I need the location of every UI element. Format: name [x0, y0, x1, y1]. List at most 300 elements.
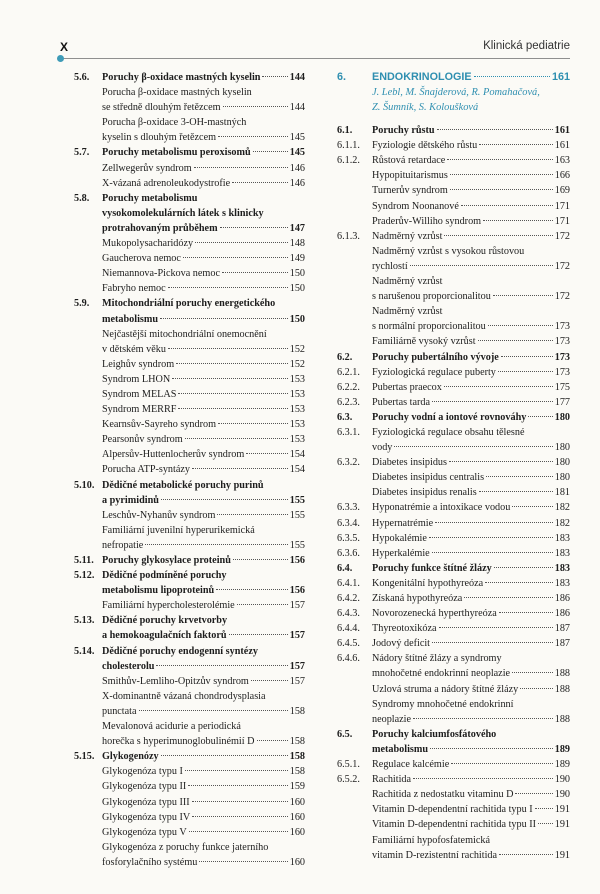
entry-page: 186 [554, 608, 570, 620]
leader-dots [218, 136, 288, 137]
entry-page: 145 [289, 147, 305, 159]
entry-page: 154 [289, 464, 305, 476]
toc-entry[interactable] [74, 719, 305, 749]
entry-page: 157 [289, 675, 305, 687]
entry-title-line: Hypopituitarismus [372, 170, 448, 182]
entry-title-line: Leschův-Nyhanův syndrom [102, 509, 216, 521]
toc-entry[interactable] [337, 395, 570, 410]
entry-title-line: Poruchy vodní a iontové rovnováhy [372, 411, 527, 423]
leader-dots [199, 861, 287, 862]
entry-title-line: Poruchy β-oxidace mastných kyselin [102, 72, 261, 83]
entry-title-line: Glykogenóza typu II [102, 781, 187, 793]
entry-title-line: Hyperkalémie [372, 547, 430, 559]
entry-page: 172 [554, 291, 570, 303]
toc-entry[interactable] [74, 764, 305, 779]
entry-page: 190 [554, 789, 570, 801]
toc-entry[interactable] [337, 621, 570, 636]
entry-number: 6.3. [337, 411, 353, 423]
toc-entry[interactable] [337, 802, 570, 817]
entry-title-line: Fabryho nemoc [102, 283, 166, 295]
entry-number: 6.3.2. [337, 457, 360, 469]
entry-page: 158 [289, 736, 305, 748]
leader-dots [229, 634, 288, 635]
toc-section-entry[interactable] [74, 478, 305, 508]
toc-section-entry[interactable] [74, 296, 305, 326]
entry-title-line: Hyponatrémie a intoxikace vodou [372, 502, 511, 514]
leader-dots [486, 476, 553, 477]
entry-number: 6.1.2. [337, 155, 360, 167]
toc-entry[interactable] [337, 682, 570, 697]
leader-dots [161, 755, 288, 756]
entry-page: 172 [554, 260, 570, 272]
toc-entry[interactable] [337, 470, 570, 485]
entry-title-line: Diabetes insipidus [372, 457, 447, 469]
entry-title-line: Nadměrný vzrůst s vysokou růstovou [372, 245, 525, 257]
entry-title-line: Dědičné poruchy endogenní syntézy [102, 645, 258, 657]
leader-dots [498, 371, 553, 372]
leader-dots [461, 205, 553, 206]
leader-dots [512, 506, 552, 507]
chapter-heading[interactable] [337, 70, 570, 85]
entry-page: 187 [554, 638, 570, 650]
toc-entry[interactable] [337, 365, 570, 380]
entry-page: 172 [554, 230, 570, 242]
toc-entry[interactable] [74, 432, 305, 447]
entry-page: 183 [554, 577, 570, 589]
leader-dots [178, 408, 287, 409]
leader-dots [450, 174, 553, 175]
toc-entry[interactable] [74, 266, 305, 281]
entry-title-line: Pearsonův syndrom [102, 434, 183, 446]
entry-title-line: Glykogenózy [102, 751, 159, 763]
toc-section-entry[interactable] [74, 70, 305, 85]
entry-page: 149 [289, 253, 305, 265]
toc-entry[interactable] [74, 251, 305, 266]
entry-title-line: X-vázaná adrenoleukodystrofie [102, 177, 231, 189]
toc-entry[interactable] [74, 85, 305, 115]
entry-title-line: Diabetes insipidus renalis [372, 487, 477, 499]
toc-entry[interactable] [74, 523, 305, 553]
leader-dots [437, 129, 553, 130]
entry-page: 191 [554, 804, 570, 816]
entry-number: 5.8. [74, 192, 90, 204]
leader-dots [246, 453, 287, 454]
toc-entry[interactable] [74, 417, 305, 432]
leader-dots [429, 537, 553, 538]
leader-dots [161, 499, 288, 500]
entry-title-line: Familiární hypofosfatemická [372, 834, 490, 846]
toc-entry[interactable] [337, 244, 570, 274]
entry-page: 182 [554, 502, 570, 514]
entry-page: 146 [289, 177, 305, 189]
entry-title-line: Praderův-Williho syndrom [372, 215, 482, 227]
entry-number: 6.4.4. [337, 623, 360, 635]
leader-dots [499, 854, 553, 855]
toc-section-entry[interactable] [337, 410, 570, 425]
toc-entry[interactable] [337, 636, 570, 651]
entry-number: 5.11. [74, 555, 94, 566]
toc-entry[interactable] [337, 334, 570, 349]
toc-section-entry[interactable] [74, 191, 305, 236]
leader-dots [450, 189, 553, 190]
toc-entry[interactable] [337, 304, 570, 334]
toc-entry[interactable] [337, 425, 570, 455]
entry-title-line: Regulace kalcémie [372, 759, 450, 771]
entry-number: 5.12. [74, 570, 95, 582]
entry-page: 152 [289, 358, 305, 370]
toc-entry[interactable] [337, 274, 570, 304]
entry-page: 173 [554, 351, 570, 363]
entry-page: 147 [289, 222, 305, 234]
entry-title-line: v dětském věku [102, 343, 166, 355]
entry-page: 161 [554, 125, 570, 137]
toc-section-entry[interactable] [337, 561, 570, 576]
entry-title-line: Nadměrný vzrůst [372, 230, 443, 242]
entry-page: 177 [554, 396, 570, 408]
entry-title-line: Dědičné podmíněné poruchy [102, 570, 227, 582]
toc-entry[interactable] [74, 327, 305, 357]
leader-dots [479, 144, 552, 145]
leader-dots [218, 423, 288, 424]
entry-page: 155 [289, 539, 305, 551]
leader-dots [251, 680, 288, 681]
leader-dots [176, 363, 288, 364]
leader-dots [499, 612, 553, 613]
entry-page: 144 [289, 72, 305, 83]
header-bullet-icon [57, 55, 64, 62]
toc-entry[interactable] [337, 199, 570, 214]
toc-entry[interactable] [74, 598, 305, 613]
toc-entry[interactable] [337, 168, 570, 183]
entry-title-line: Pubertas tarda [372, 396, 430, 408]
entry-number: 6.2.3. [337, 396, 360, 408]
leader-dots [160, 318, 288, 319]
leader-dots [410, 265, 553, 266]
leader-dots [192, 468, 288, 469]
entry-title-line: vysokomolekulárních látek s klinicky [102, 207, 264, 219]
entry-number: 6.4.6. [337, 653, 360, 665]
entry-title-line: Rachitida z nedostatku vitaminu D [372, 789, 514, 801]
leader-dots [222, 272, 288, 273]
entry-title-line: rychlostí [372, 260, 408, 272]
toc-entry[interactable] [337, 500, 570, 515]
entry-title-line: Získaná hypothyreóza [372, 593, 463, 604]
toc-entry[interactable] [74, 161, 305, 176]
entry-page: 157 [289, 660, 305, 672]
entry-page: 180 [554, 457, 570, 469]
toc-entry[interactable] [337, 531, 570, 546]
leader-dots [474, 76, 550, 77]
entry-page: 163 [554, 155, 570, 167]
entry-page: 153 [289, 373, 305, 385]
toc-entry[interactable] [337, 697, 570, 727]
leader-dots [430, 748, 553, 749]
entry-title-line: Leighův syndrom [102, 358, 175, 370]
leader-dots [253, 151, 288, 152]
entry-title-line: Nadměrný vzrůst [372, 306, 443, 318]
leader-dots [413, 718, 553, 719]
entry-page: 187 [554, 623, 570, 635]
chapter-page: 161 [551, 71, 570, 83]
entry-title-line: Syndrom LHON [102, 373, 171, 385]
toc-entry[interactable] [337, 183, 570, 198]
entry-title-line: Kearnsův-Sayreho syndrom [102, 419, 217, 431]
toc-entry[interactable] [74, 236, 305, 251]
entry-title-line: Gaucherova nemoc [102, 253, 181, 265]
entry-number: 5.9. [74, 298, 90, 310]
toc-entry[interactable] [74, 387, 305, 402]
leader-dots [479, 491, 553, 492]
chapter-number: 6. [337, 71, 347, 83]
leader-dots [220, 227, 288, 228]
leader-dots [223, 106, 288, 107]
entry-page: 148 [289, 238, 305, 250]
toc-section-entry[interactable] [74, 644, 305, 674]
entry-page: 191 [554, 819, 570, 831]
toc-right-column [337, 70, 570, 863]
leader-dots [493, 295, 553, 296]
entry-page: 160 [289, 826, 305, 838]
entry-title-line: Dědičné poruchy krvetvorby [102, 615, 228, 627]
leader-dots [237, 604, 288, 605]
entry-number: 5.15. [74, 751, 95, 763]
toc-entry[interactable] [74, 825, 305, 840]
entry-page: 153 [289, 419, 305, 431]
leader-dots [168, 287, 288, 288]
entry-title-line: cholesterolu [102, 660, 155, 672]
entry-number: 6.3.4. [337, 517, 360, 529]
entry-number: 5.10. [74, 479, 95, 491]
entry-page: 169 [554, 185, 570, 197]
entry-title-line: Poruchy kalciumfosfátového [372, 728, 497, 740]
leader-dots [195, 242, 288, 243]
entry-page: 183 [554, 547, 570, 559]
entry-page: 156 [289, 555, 305, 566]
entry-title-line: Porucha β-oxidace 3-OH-mastných [102, 117, 247, 129]
entry-number: 5.7. [74, 147, 90, 159]
entry-title-line: Zellwegerův syndrom [102, 162, 192, 174]
leader-dots [444, 235, 552, 236]
toc-entry[interactable] [337, 576, 570, 591]
entry-number: 6.5.1. [337, 759, 360, 771]
entry-title-line: a hemokoagulačních faktorů [102, 630, 227, 642]
toc-entry[interactable] [337, 591, 570, 606]
toc-entry[interactable] [74, 447, 305, 462]
toc-entry[interactable] [337, 229, 570, 244]
toc-entry[interactable] [74, 281, 305, 296]
leader-dots [538, 823, 553, 824]
entry-number: 6.4.1. [337, 577, 360, 589]
entry-title-line: Kongenitální hypothyreóza [372, 577, 484, 589]
toc-entry[interactable] [337, 833, 570, 863]
entry-page: 144 [289, 102, 305, 114]
authors-line: J. Lebl, M. Šnajderová, R. Pomahačová, [372, 87, 540, 99]
authors-line: Z. Šumník, S. Koloušková [372, 102, 479, 114]
entry-title-line: Familiární hypercholesterolémie [102, 600, 235, 612]
leader-dots [233, 559, 288, 560]
leader-dots [156, 665, 287, 666]
leader-dots [494, 567, 553, 568]
leader-dots [485, 582, 553, 583]
entry-page: 160 [289, 811, 305, 823]
toc-entry[interactable] [337, 138, 570, 153]
entry-page: 156 [289, 585, 305, 597]
toc-entry[interactable] [74, 689, 305, 719]
entry-page: 173 [554, 321, 570, 333]
leader-dots [168, 348, 288, 349]
toc-entry[interactable] [74, 372, 305, 387]
leader-dots [432, 642, 553, 643]
entry-title-line: Mitochondriální poruchy energetického [102, 298, 276, 310]
entry-title-line: horečka s hyperimunoglobulinémií D [102, 736, 255, 748]
entry-title-line: Glykogenóza typu III [102, 796, 190, 808]
toc-section-entry[interactable] [337, 123, 570, 138]
entry-title-line: Syndrom Noonanové [372, 200, 459, 212]
entry-title-line: Rachitida [372, 774, 412, 786]
entry-page: 180 [554, 411, 570, 423]
entry-page: 154 [289, 449, 305, 461]
entry-page: 189 [554, 743, 570, 755]
toc-entry[interactable] [74, 508, 305, 523]
toc-entry[interactable] [337, 546, 570, 561]
toc-entry[interactable] [74, 357, 305, 372]
entry-title-line: Dědičné metabolické poruchy purinů [102, 479, 264, 491]
toc-section-entry[interactable] [74, 568, 305, 598]
entry-title-line: metabolismu [372, 743, 429, 755]
leader-dots [501, 356, 553, 357]
entry-page: 161 [554, 140, 570, 152]
leader-dots [478, 340, 553, 341]
entry-title-line: Familiární juvenilní hyperurikemická [102, 524, 255, 536]
leader-dots [172, 378, 288, 379]
toc-entry[interactable] [337, 455, 570, 470]
leader-dots [413, 778, 553, 779]
toc-entry[interactable] [337, 817, 570, 832]
entry-page: 145 [289, 132, 305, 144]
page-header [0, 0, 600, 70]
leader-dots [192, 816, 287, 817]
leader-dots [185, 770, 288, 771]
entry-title-line: Syndrom MELAS [102, 388, 177, 400]
entry-page: 182 [554, 517, 570, 529]
entry-page: 180 [554, 472, 570, 484]
entry-page: 146 [289, 162, 305, 174]
entry-page: 188 [554, 683, 570, 695]
toc-entry[interactable] [337, 214, 570, 229]
entry-title-line: Diabetes insipidus centralis [372, 472, 485, 484]
toc-section-entry[interactable] [74, 613, 305, 643]
toc-entry[interactable] [74, 674, 305, 689]
entry-page: 183 [554, 562, 570, 574]
toc-entry[interactable] [337, 516, 570, 531]
toc-entry[interactable] [337, 651, 570, 681]
leader-dots [435, 522, 553, 523]
entry-page: 166 [554, 170, 570, 182]
entry-page: 150 [289, 268, 305, 280]
toc-section-entry[interactable] [74, 145, 305, 160]
entry-page: 188 [554, 668, 570, 680]
entry-title-line: Poruchy funkce štítné žlázy [372, 562, 492, 574]
entry-page: 158 [289, 751, 305, 763]
entry-page: 157 [289, 600, 305, 612]
entry-title-line: Růstová retardace [372, 155, 446, 167]
entry-title-line: Nejčastější mitochondriální onemocnění [102, 328, 267, 340]
leader-dots [194, 167, 288, 168]
toc-entry[interactable] [337, 757, 570, 772]
entry-page: 153 [289, 434, 305, 446]
chapter-authors [337, 85, 570, 115]
toc-section-entry[interactable] [74, 553, 305, 568]
toc-entry[interactable] [74, 840, 305, 870]
entry-title-line: metabolismu lipoproteinů [102, 585, 215, 597]
entry-page: 150 [289, 313, 305, 325]
toc-entry[interactable] [337, 380, 570, 395]
toc-entry[interactable] [337, 485, 570, 500]
entry-title-line: kyselin s dlouhým řetězcem [102, 132, 217, 144]
toc-entry[interactable] [337, 606, 570, 621]
leader-dots [189, 831, 288, 832]
leader-dots [188, 785, 287, 786]
entry-page: 188 [554, 713, 570, 725]
entry-number: 6.1.1. [337, 140, 360, 152]
entry-title-line: a pyrimidinů [102, 494, 159, 506]
leader-dots [432, 552, 553, 553]
toc-entry[interactable] [74, 402, 305, 417]
toc-entry[interactable] [74, 115, 305, 145]
entry-title-line: Nadměrný vzrůst [372, 276, 443, 288]
entry-number: 6.3.5. [337, 532, 360, 544]
toc-entry[interactable] [74, 176, 305, 191]
leader-dots [488, 325, 553, 326]
entry-page: 150 [289, 283, 305, 295]
entry-page: 180 [554, 442, 570, 454]
leader-dots [464, 597, 552, 598]
entry-title-line: metabolismu [102, 313, 159, 325]
entry-number: 6.2. [337, 351, 353, 363]
leader-dots [528, 416, 552, 417]
page-number: X [60, 40, 69, 54]
entry-title-line: Syndromy mnohočetné endokrinní [372, 698, 514, 710]
entry-page: 152 [289, 343, 305, 355]
entry-number: 6.3.6. [337, 547, 360, 559]
leader-dots [394, 446, 552, 447]
toc-entry[interactable] [337, 772, 570, 787]
toc-entry[interactable] [74, 795, 305, 810]
entry-title-line: punctata [102, 705, 137, 717]
toc-entry[interactable] [74, 462, 305, 477]
entry-title-line: Familiárně vysoký vzrůst [372, 336, 476, 348]
entry-page: 159 [289, 781, 305, 793]
entry-number: 6.5.2. [337, 774, 360, 786]
entry-title-line: Syndrom MERRF [102, 404, 177, 416]
toc-section-entry[interactable] [74, 749, 305, 764]
leader-dots [178, 393, 287, 394]
entry-title-line: s narušenou proporcionalitou [372, 291, 491, 303]
entry-page: 173 [554, 336, 570, 348]
leader-dots [257, 740, 288, 741]
toc-section-entry[interactable] [337, 350, 570, 365]
toc-section-entry[interactable] [337, 727, 570, 757]
entry-title-line: vody [372, 442, 393, 454]
toc-entry[interactable] [74, 810, 305, 825]
toc-entry[interactable] [337, 153, 570, 168]
entry-title-line: Fyziologie dětského růstu [372, 140, 478, 152]
toc-entry[interactable] [74, 779, 305, 794]
entry-title-line: Poruchy pubertálního vývoje [372, 351, 499, 363]
toc-entry[interactable] [337, 787, 570, 802]
toc-right-entries [337, 123, 570, 863]
entry-title-line: Poruchy růstu [372, 125, 435, 137]
